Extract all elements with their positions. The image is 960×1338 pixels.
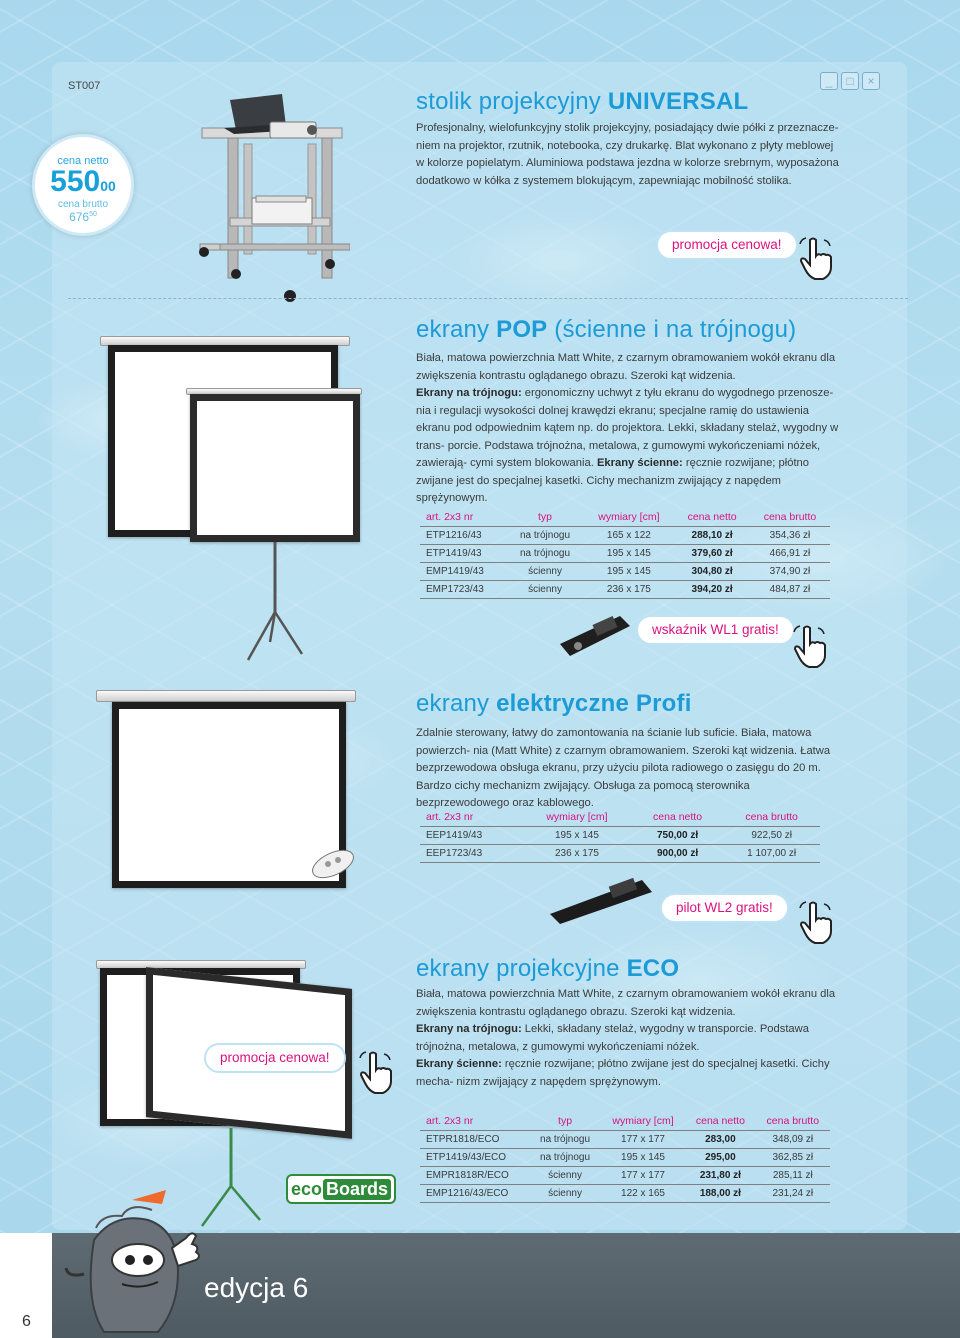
table-cell: 236 x 175 (522, 844, 632, 862)
table-cell: 188,00 zł (685, 1184, 755, 1202)
table-cell: ETP1419/43/ECO (420, 1148, 529, 1166)
table-cell: 195 x 145 (583, 562, 674, 580)
title-text: ekrany (416, 690, 497, 717)
maximize-icon[interactable]: □ (841, 72, 859, 90)
table-row (420, 1148, 830, 1166)
promo-button-universal[interactable] (656, 230, 798, 260)
table-cell: na trójnogu (529, 1130, 601, 1148)
title-bold-text: elektryczne Profi (496, 690, 692, 717)
eco-description (416, 986, 841, 1091)
hand-cursor-icon (796, 236, 836, 280)
table-row (420, 544, 830, 562)
col-header: typ (538, 510, 553, 523)
projector-table-image (190, 92, 350, 304)
table-cell: ścienny (529, 1184, 601, 1202)
ecoboards-logo (286, 1174, 396, 1204)
price-badge (32, 134, 134, 236)
table-cell: 195 x 145 (601, 1148, 685, 1166)
table-cell: 195 x 145 (583, 544, 674, 562)
table-cell: 304,80 zł (674, 562, 750, 580)
table-cell: EMP1216/43/ECO (420, 1184, 529, 1202)
table-cell: na trójnogu (529, 1148, 601, 1166)
logo-text-boards: Boards (323, 1179, 391, 1200)
eco-tripod-label: Ekrany na trójnogu: (416, 1023, 522, 1035)
table-cell: EEP1419/43 (420, 826, 522, 844)
table-cell: 379,60 zł (674, 544, 750, 562)
table-cell: 362,85 zł (756, 1148, 830, 1166)
table-cell: ścienny (507, 562, 584, 580)
table-row (420, 526, 830, 544)
tripod-stand-image (240, 542, 310, 662)
table-row (420, 580, 830, 598)
table-cell: ETPR1818/ECO (420, 1130, 529, 1148)
col-header: wymiary [cm] (612, 1114, 674, 1127)
title-text: ekrany (416, 316, 497, 343)
table-cell: 922,50 zł (723, 826, 820, 844)
col-header: cena brutto (766, 1114, 820, 1127)
tripod-screen-image (190, 394, 360, 542)
pop-wall-label: Ekrany ścienne: (596, 457, 683, 469)
table-cell: 466,91 zł (750, 544, 830, 562)
table-cell: 177 x 177 (601, 1166, 685, 1184)
eco-price-table (420, 1112, 830, 1203)
table-cell: 283,00 (685, 1130, 755, 1148)
title-text-2: (ścienne i na trójnogu) (547, 316, 797, 343)
pop-intro-text: Biała, matowa powierzchnia Matt White, z czarnym obramowaniem wokół ekranu dla zwiększenia kontrastu oglądanego obrazu. Szeroki kąt widzenia. (416, 352, 836, 382)
table-row (420, 1184, 830, 1202)
pop-tripod-text: ergonomiczny uchwyt z tyłu ekranu do wygodnego przenosze- nia i regulacji wysokości dolnej krawędzi ekranu; specjalne ramię do ustawienia ekranu pod odpowiednim kątem np. do projektora. Lekki, składany stelaż, wygodny w trans- porcie. Podstawa trójnożna, metalowa, z gumowymi wykończeniami nóżek, zawierają- cymi system blokowania. (416, 387, 839, 469)
col-header: cena brutto (745, 810, 798, 823)
table-row (420, 1130, 830, 1148)
table-cell: 484,87 zł (750, 580, 830, 598)
table-header-row (420, 1112, 830, 1130)
title-bold-text: POP (496, 316, 548, 343)
section-title-eco (416, 955, 679, 983)
electric-description: Zdalnie sterowany, łatwy do zamontowania na ścianie lub suficie. Biała, matowa powierzch- nia (Matt White) z czarnym obramowaniem. Szeroki kąt widzenia. Łatwa bezprzewodowa obsługa ekranu, przy użyciu pilota radiowego o zasięgu do 20 m. Bardzo cichy mechanizm zwijający. Obsługa za pomocą sterownika bezprzewodowego oraz kablowego. (416, 727, 831, 809)
mascot-icon (60, 1188, 210, 1338)
product-code: ST007 (68, 80, 101, 92)
col-header: typ (558, 1114, 573, 1127)
table-cell: 165 x 122 (583, 526, 674, 544)
table-cell: na trójnogu (507, 526, 584, 544)
table-cell: 236 x 175 (583, 580, 674, 598)
table-cell: 122 x 165 (601, 1184, 685, 1202)
eco-tripod-text: Lekki, składany stelaż, wygodny w transporcie. Podstawa trójnożna, metalowa, z gumowymi wykończeniami nóżek. (416, 1023, 809, 1053)
wireless-presenter-image (546, 874, 656, 926)
hand-cursor-icon (796, 900, 836, 944)
promo-label: promocja cenowa! (672, 237, 782, 252)
table-cell: 288,10 zł (674, 526, 750, 544)
table-cell: 1 107,00 zł (723, 844, 820, 862)
electric-screen-casing (96, 690, 356, 702)
table-row (420, 1166, 830, 1184)
col-header: art. 2x3 nr (426, 1114, 474, 1127)
title-text: ekrany projekcyjne (416, 955, 627, 982)
col-header: wymiary [cm] (546, 810, 608, 823)
table-cell: 750,00 zł (632, 826, 723, 844)
gross-price-label: cena brutto (57, 199, 109, 210)
table-cell: EMPR1818R/ECO (420, 1166, 529, 1184)
net-price (35, 167, 131, 197)
minimize-icon[interactable]: _ (820, 72, 838, 90)
table-cell: na trójnogu (507, 544, 584, 562)
page-number: 6 (22, 1313, 31, 1330)
table-header-row (420, 808, 820, 826)
table-cell: ścienny (507, 580, 584, 598)
universal-description: Profesjonalny, wielofunkcyjny stolik projekcyjny, posiadający dwie półki z przeznacze- niem na projektor, rzutnik, notebooka, czy drukarkę. Blat wykonano z płyty meblowej w kolorze popielatym. Aluminiowa podstawa jezdna w kolorze srebrnym, wyposażona dodatkowo w kółka z systemem blokującym, zapewniając mobilność stolika. (416, 122, 839, 187)
table-cell: ETP1419/43 (420, 544, 507, 562)
title-text: stolik projekcyjny (416, 88, 608, 115)
table-cell: 354,36 zł (750, 526, 830, 544)
promo-button-wl2[interactable] (660, 893, 789, 923)
hand-cursor-icon (356, 1050, 396, 1094)
table-cell: 348,09 zł (756, 1130, 830, 1148)
title-bold-text: UNIVERSAL (607, 88, 749, 115)
col-header: cena brutto (763, 510, 817, 523)
table-row (420, 562, 830, 580)
table-row (420, 844, 820, 862)
table-cell: 231,80 zł (685, 1166, 755, 1184)
net-price-label: cena netto (57, 155, 109, 167)
gross-price-main: 676 (69, 210, 90, 224)
eco-intro-text: Biała, matowa powierzchnia Matt White, z czarnym obramowaniem wokół ekranu dla zwiększenia kontrastu oglądanego obrazu. Szeroki kąt widzenia. (416, 988, 836, 1018)
table-row (420, 826, 820, 844)
table-cell: 900,00 zł (632, 844, 723, 862)
remote-control-image (310, 846, 356, 882)
pop-description (416, 350, 841, 508)
window-controls (820, 72, 880, 90)
col-header: wymiary [cm] (598, 510, 660, 523)
pop-price-table (420, 508, 830, 599)
promo-label: wskaźnik WL1 gratis! (652, 622, 779, 637)
table-cell: 285,11 zł (756, 1166, 830, 1184)
table-header-row (420, 508, 830, 526)
table-cell: 231,24 zł (756, 1184, 830, 1202)
table-cell: ścienny (529, 1166, 601, 1184)
col-header: art. 2x3 nr (426, 510, 474, 523)
net-price-cents: 00 (100, 178, 116, 194)
gross-price-cents: 50 (89, 211, 97, 218)
promo-label: promocja cenowa! (220, 1050, 330, 1065)
edition-label: edycja 6 (204, 1272, 309, 1303)
electric-price-table (420, 808, 820, 863)
col-header: cena netto (687, 510, 737, 523)
table-cell: 374,90 zł (750, 562, 830, 580)
table-cell: EMP1723/43 (420, 580, 507, 598)
laser-pointer-image (556, 610, 632, 660)
eco-wall-text: ręcznie rozwijane; płótno zwijane jest do specjalnej kasetki. Cichy mecha- nizm zwijający z napędem sprężynowym. (416, 1058, 830, 1088)
promo-label: pilot WL2 gratis! (676, 900, 773, 915)
table-cell: 195 x 145 (522, 826, 632, 844)
gross-price (35, 210, 131, 224)
col-header: art. 2x3 nr (426, 810, 474, 823)
pop-wall-text: ręcznie rozwijane; płótno zwijane jest do specjalnej kasetki. Cichy mechanizm zwijający z napędem sprężynowym. (416, 457, 810, 504)
promo-button-eco[interactable] (204, 1043, 346, 1073)
table-cell: EEP1723/43 (420, 844, 522, 862)
col-header: cena netto (695, 1114, 745, 1127)
table-cell: 177 x 177 (601, 1130, 685, 1148)
close-icon[interactable]: × (862, 72, 880, 90)
pop-tripod-label: Ekrany na trójnogu: (416, 387, 522, 399)
promo-button-wl1[interactable] (636, 615, 795, 645)
net-price-main: 550 (50, 165, 101, 198)
section-divider (68, 298, 908, 299)
table-cell: 394,20 zł (674, 580, 750, 598)
eco-wall-label: Ekrany ścienne: (416, 1058, 502, 1070)
table-cell: ETP1216/43 (420, 526, 507, 544)
section-title-universal (416, 88, 748, 116)
table-cell: 295,00 (685, 1148, 755, 1166)
logo-text-eco: eco (290, 1178, 322, 1199)
table-cell: EMP1419/43 (420, 562, 507, 580)
hand-cursor-icon (790, 624, 830, 668)
section-title-electric (416, 690, 692, 718)
col-header: cena netto (653, 810, 703, 823)
title-bold-text: ECO (626, 955, 680, 982)
section-title-pop (416, 316, 796, 344)
